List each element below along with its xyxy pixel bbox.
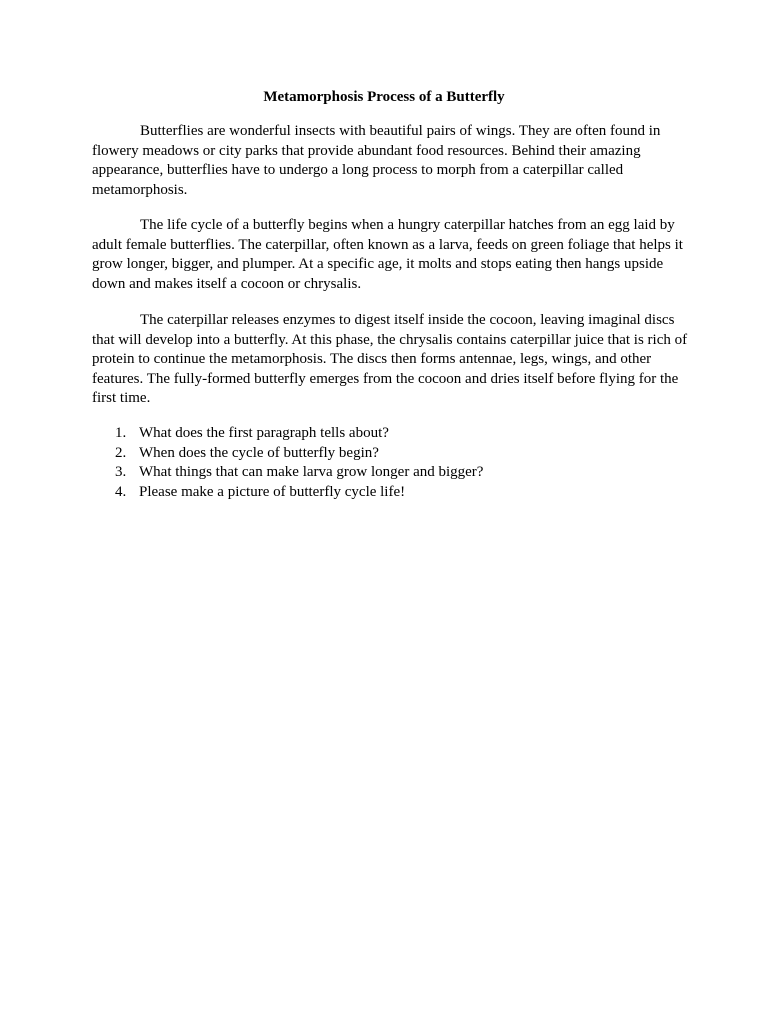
paragraph-life-cycle: The life cycle of a butterfly begins when a hungry caterpillar hatches from an egg laid by adult female butterflies. The caterpillar, often known as a larva, feeds on green foliage that helps it grow longer, bigger, and plumper. At a specific age, it molts and stops eating then hangs upside down and makes itself a cocoon or chrysalis. xyxy=(92,217,683,292)
list-item xyxy=(92,424,692,444)
question-text: What does the first paragraph tells about? xyxy=(139,425,389,441)
question-number: 3. xyxy=(115,464,127,480)
question-list xyxy=(92,424,692,502)
list-item xyxy=(92,444,692,464)
question-text: What things that can make larva grow longer and bigger? xyxy=(139,464,484,480)
list-item xyxy=(92,483,692,503)
paragraph-chrysalis: The caterpillar releases enzymes to digest itself inside the cocoon, leaving imaginal discs that will develop into a butterfly. At this phase, the chrysalis contains caterpillar juice that is rich of protein to continue the metamorphosis. The discs then forms antennae, legs, wings, and other features. The fully-formed butterfly emerges from the cocoon and dries itself before flying for the first time. xyxy=(92,312,688,406)
question-number: 4. xyxy=(115,483,127,500)
question-text: Please make a picture of butterfly cycle life! xyxy=(139,483,406,500)
list-item xyxy=(92,463,692,483)
paragraph-intro: Butterflies are wonderful insects with beautiful pairs of wings. They are often found in flowery meadows or city parks that provide abundant food resources. Behind their amazing appearance, butterflies have to undergo a long process to morph from a caterpillar called metamorphosis. xyxy=(92,123,661,198)
document-title: Metamorphosis Process of a Butterfly xyxy=(263,89,505,105)
question-number: 1. xyxy=(115,425,127,441)
question-number: 2. xyxy=(115,444,127,461)
question-text: When does the cycle of butterfly begin? xyxy=(139,444,379,461)
